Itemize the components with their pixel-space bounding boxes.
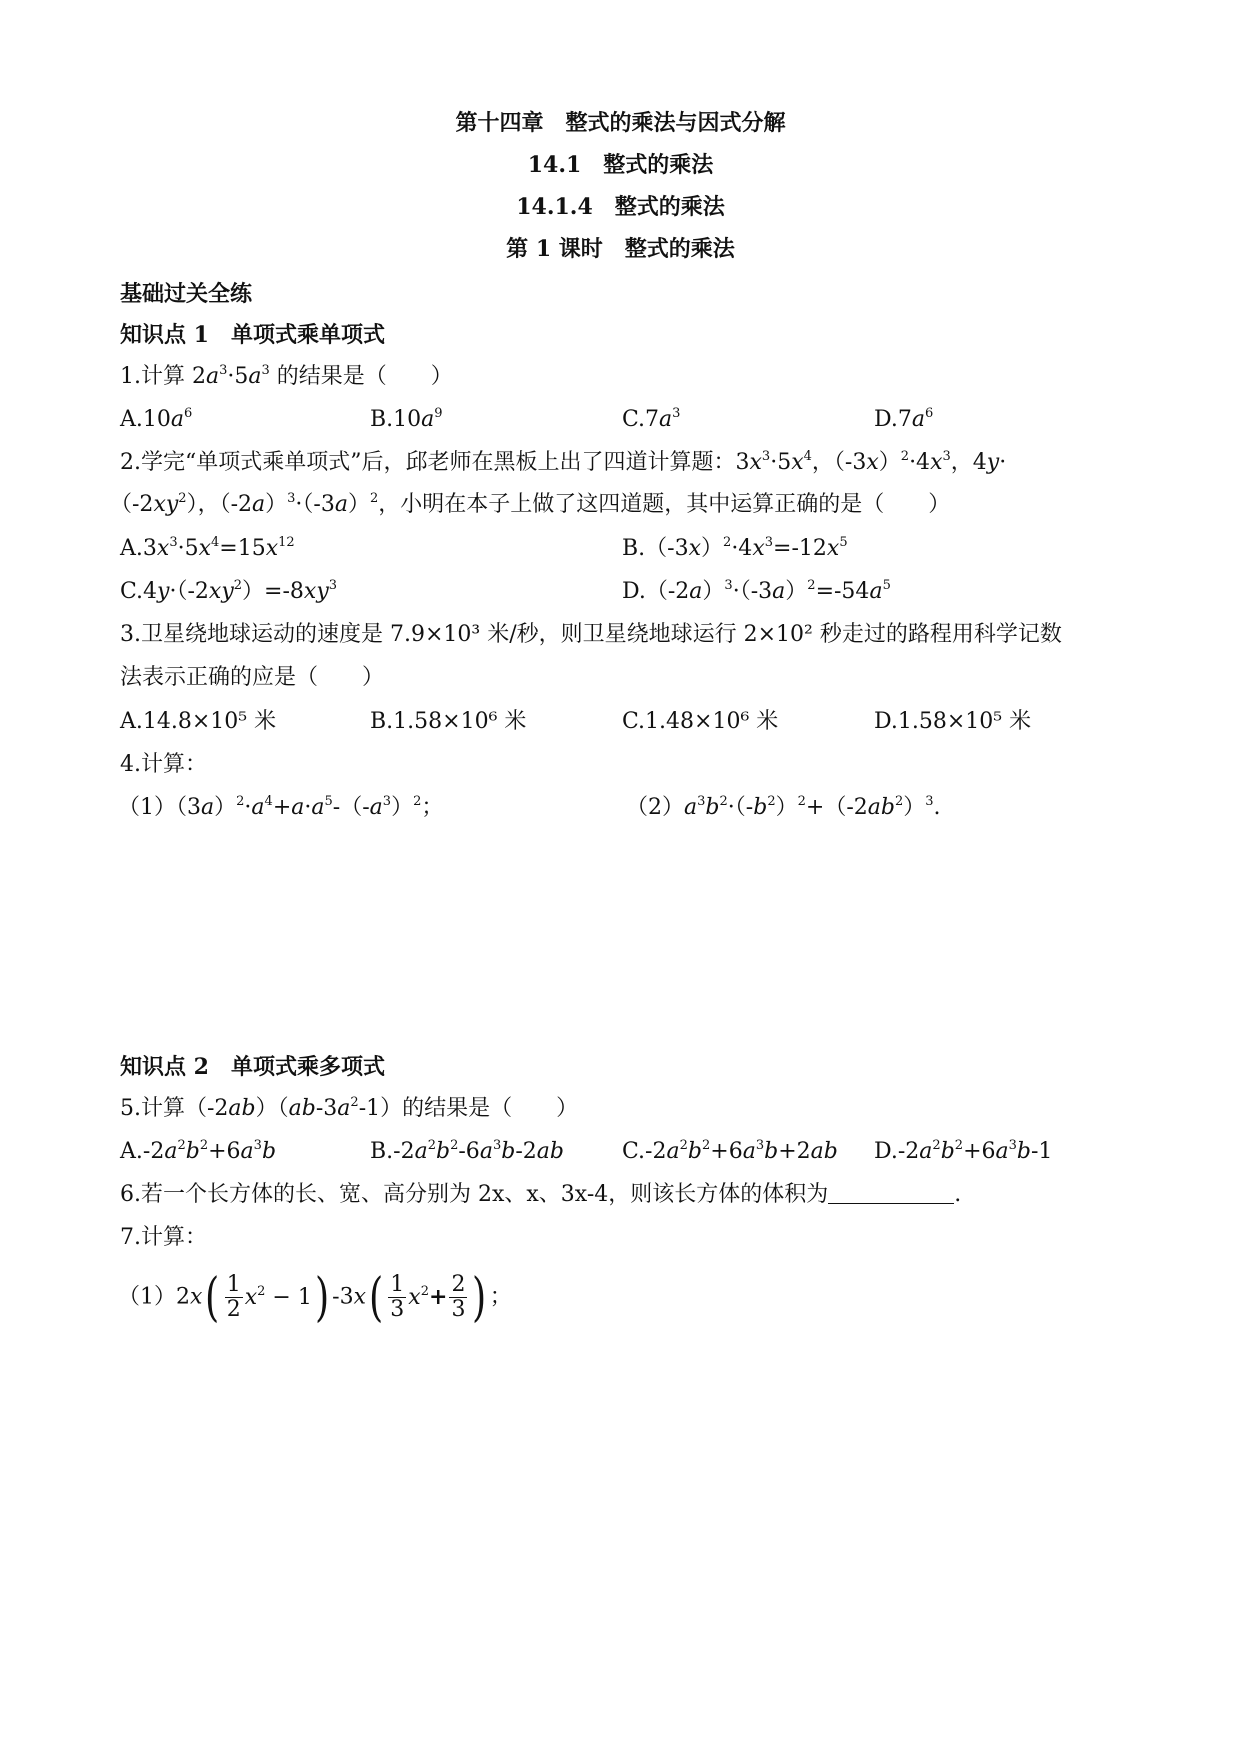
question-1-suffix: 的结果是（ ） [276,364,453,389]
question-2-suffix: ，小明在本子上做了这四道题，其中运算正确的是（ ） [378,492,951,517]
question-1-prefix: 1.计算 2 [120,364,206,389]
q5-option-b[interactable]: $B.-2a^2b^2-6a^3b-2ab$ [370,1138,564,1164]
q1-option-b[interactable]: $B.10a^9$ [370,406,443,432]
part-title: 基础过关全练 [120,281,253,307]
knowledge-point-1-title: 知识点 1 单项式乘单项式 [120,322,385,348]
subsection-title: 14.1.4 整式的乘法 [516,194,725,220]
fraction-one-third: $\frac{1}{3}$ [390,1272,405,1322]
question-4-label: 4.计算： [120,752,207,777]
q3-option-c[interactable]: C.1.48×10⁶ 米 [622,709,779,734]
q5-option-c[interactable]: $C.-2a^2b^2+6a^3b+2ab$ [622,1138,838,1164]
question-6: 6.若一个长方体的长、宽、高分别为 2x、x、3x-4，则该长方体的体积为 . [120,1182,962,1207]
question-2-line-2: $(-2xy^2)$，$(-2a)^3\cdot(-3a)^2$，小明在本子上做了这四道题，其中运算正确的是（ ） [110,491,951,517]
q2-option-c[interactable]: $C.4y\cdot(-2xy^2)=-8xy^3$ [120,578,338,604]
question-5: 5.计算$(-2ab)(ab-3a^2-1)$的结果是（ ） [120,1095,579,1121]
answer-blank[interactable] [828,1181,954,1204]
lesson-title: 第 1 课时 整式的乘法 [506,236,735,262]
q2-option-b[interactable]: $B.(-3x)^2\cdot 4x^3=-12x^5$ [622,535,848,561]
question-1: 1.计算 $2a^3\cdot 5a^3$ 的结果是（ ） [120,363,453,389]
question-3-line-1: 3.卫星绕地球运动的速度是 7.9×10³ 米/秒，则卫星绕地球运行 2×10² 秒走过的路程用科学记数 [120,622,1062,647]
question-6-text: 6.若一个长方体的长、宽、高分别为 2x、x、3x-4，则该长方体的体积为 [120,1182,829,1207]
question-7-label: 7.计算： [120,1225,207,1250]
question-7-part-1: （1）2x( $\frac{1}{2}$ $x^2 - 1$) -3x( $\frac{1}{3}$ $x^2+$ $\frac{2}{3}$ ) ； [118,1267,512,1328]
fraction-two-thirds: $\frac{2}{3}$ [451,1272,466,1322]
knowledge-point-2-title: 知识点 2 单项式乘多项式 [120,1054,385,1080]
question-2-prefix: 2.学完“单项式乘单项式”后，邱老师在黑板上出了四道计算题： [120,450,736,475]
q3-option-a[interactable]: A.14.8×10⁵ 米 [120,709,277,734]
question-3-line-2: 法表示正确的应是（ ） [120,665,385,690]
q2-option-a[interactable]: $A.3x^3\cdot 5x^4=15x^{12}$ [120,535,295,561]
q3-option-d[interactable]: D.1.58×10⁵ 米 [874,709,1032,734]
section-title: 14.1 整式的乘法 [527,152,714,178]
q1-option-d[interactable]: $D.7a^6$ [874,406,934,432]
fraction-one-half: $\frac{1}{2}$ [226,1272,241,1322]
question-5-prefix: 5.计算（-2 [120,1096,229,1121]
q1-option-a[interactable]: $A.10a^6$ [120,406,193,432]
question-4-part-2: $(2)a^3b^2\cdot(-b^2)^2+(-2ab^2)^3$. [626,794,941,820]
q2-option-d[interactable]: $D.(-2a)^3\cdot(-3a)^2=-54a^5$ [622,578,891,604]
q1-option-c[interactable]: $C.7a^3$ [622,406,681,432]
q5-option-d[interactable]: $D.-2a^2b^2+6a^3b-1$ [874,1138,1053,1164]
q5-option-a[interactable]: $A.-2a^2b^2+6a^3b$ [120,1138,277,1164]
question-5-suffix: ）的结果是（ ） [380,1096,579,1121]
question-2-line-1: 2.学完“单项式乘单项式”后，邱老师在黑板上出了四道计算题：$3x^3\cdot 5x^4$，$(-3x)^2\cdot 4x^3$，4y· [120,449,1007,475]
chapter-title: 第十四章 整式的乘法与因式分解 [455,110,786,136]
q3-option-b[interactable]: B.1.58×10⁶ 米 [370,709,527,734]
question-4-part-1: $(1)(3a)^2\cdot a^4+a\cdot a^5-(-a^3)^2$； [118,794,444,820]
